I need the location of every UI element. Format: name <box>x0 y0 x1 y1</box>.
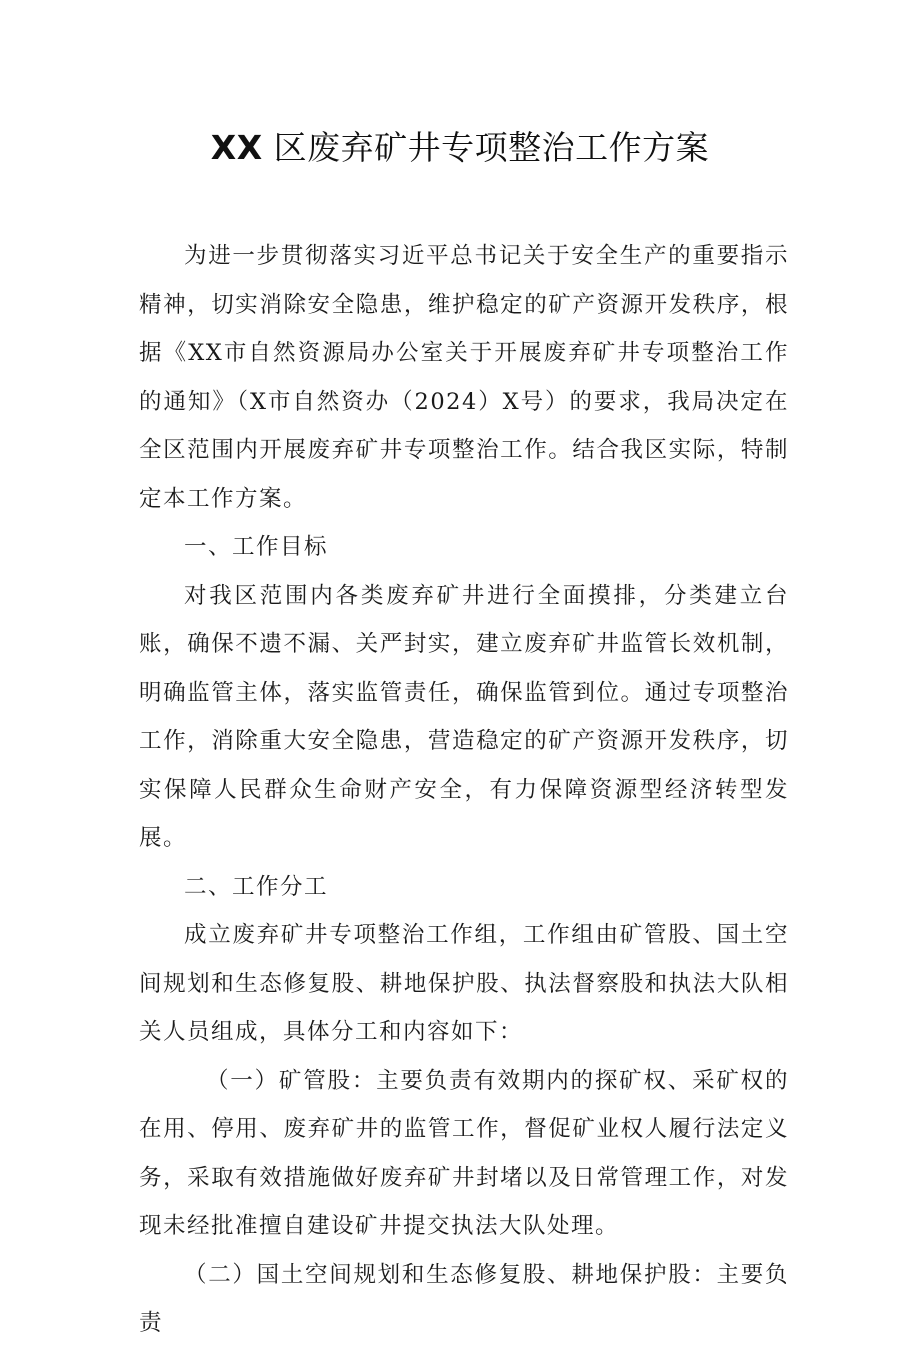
title-prefix: XX <box>210 128 263 167</box>
document-body <box>139 232 789 1348</box>
section-heading-goals: 一、工作目标 <box>184 534 329 560</box>
goals-paragraph: 对我区范围内各类废弃矿井进行全面摸排，分类建立台账，确保不遗不漏、关严封实，建立废弃矿井监管长效机制，明确监管主体，落实监管责任，确保监管到位。通过专项整治工作，消除重大安全隐患，营造稳定的矿产资源开发秩序，切实保障人民群众生命财产安全，有力保障资源型经济转型发展。 <box>139 582 789 851</box>
document-title <box>0 124 920 172</box>
section-heading-division: 二、工作分工 <box>184 873 329 900</box>
division-item-mining-management: （一）矿管股：主要负责有效期内的探矿权、采矿权的在用、停用、废弃矿井的监管工作，督促矿业权人履行法定义务，采取有效措施做好废弃矿井封堵以及日常管理工作，对发现未经批准擅自建设矿井提交执法大队处理。 <box>139 1067 789 1239</box>
division-paragraph: 成立废弃矿井专项整治工作组，工作组由矿管股、国土空间规划和生态修复股、耕地保护股、执法督察股和执法大队相关人员组成，具体分工和内容如下： <box>139 922 789 1045</box>
division-item-planning-protection: （二）国土空间规划和生态修复股、耕地保护股：主要负责 <box>139 1261 789 1336</box>
title-main: 区废弃矿井专项整治工作方案 <box>262 128 710 167</box>
intro-paragraph: 为进一步贯彻落实习近平总书记关于安全生产的重要指示精神，切实消除安全隐患，维护稳定的矿产资源开发秩序，根据《XX市自然资源局办公室关于开展废弃矿井专项整治工作的通知》（X市自然资办（2024）X号）的要求，我局决定在全区范围内开展废弃矿井专项整治工作。结合我区实际，特制定本工作方案。 <box>139 243 789 512</box>
